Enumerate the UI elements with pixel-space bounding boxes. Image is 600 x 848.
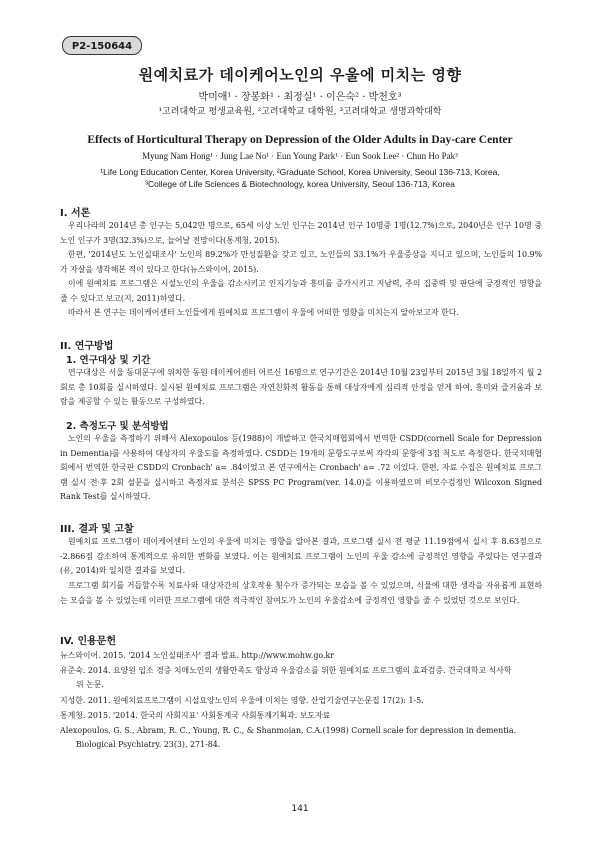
- subheading-subjects: 1. 연구대상 및 기간: [66, 355, 151, 366]
- methods-instruments-paragraph: 노인의 우울을 측정하기 위해서 Alexopoulos 등(1988)이 개발하고 한국치매협회에서 번역한 CSDD(cornell Scale for Depression in Dementia)를 사용하여 대상자의 우울도를 측정하였다. CSDD는 19개의 문항도구로써 각각의 문항에 3점 척도로 측정한다. 한국치매협회에서 번역한 한국판 CSDD의 Cronbach' a= .84이었고 본 연구에서는 Cronbach' a= .72 이었다. 한편, 자료 수집은 원예치료 프로그램 실시 전·후 2회 설문을 실시하고 측정자료 분석은 SPSS PC Program(ver. 14.0)을 이용하였으며 비모수검정인 Wilcoxon Signed Rank Test를 실시하였다.: [60, 434, 542, 502]
- intro-paragraph-4: 따라서 본 연구는 데이케어센터 노인들에게 원예치료 프로그램이 우울에 어떠한 영향을 미치는지 알아보고자 한다.: [68, 308, 459, 317]
- results-paragraph-1: 원예치료 프로그램이 데이케어센터 노인의 우울에 미치는 영향을 알아본 결과, 프로그램 실시 전 평균 11.19점에서 실시 후 8.63점으로 -2.866점 감소하여 통계적으로 유의한 변화를 보였다. 이는 원예치료 프로그램이 노인의 우울 감소에 긍정적인 영향을 주었다는 연구결과(유, 2014)와 일치한 결과를 보였다.: [60, 537, 542, 576]
- reference-item: [60, 664, 542, 692]
- reference-line-continued: 위 논문.: [76, 680, 104, 689]
- methods-subjects-paragraph: 연구대상은 서울 동대문구에 위치한 동원 데이케어센터 어르신 16명으로 연구기간은 2014년 10월 23일부터 2015년 3월 18일까지 월 2회로 총 10회를 실시하였다. 실시된 원예치료 프로그램은 자연친화적 활동을 통해 대상자에게 심리적 안정을 얻게 하여, 흥미와 즐거움과 보람을 제공할 수 있는 활동으로 구성하였다.: [60, 368, 542, 407]
- korean-authors: 박미애¹ · 장봉화¹ · 최정실¹ · 이은숙² · 박천호³: [198, 92, 402, 103]
- reference-line-continued: Biological Psychiatry. 23(3), 271-84.: [76, 740, 221, 749]
- subheading-instruments: 2. 측정도구 및 분석방법: [66, 421, 169, 432]
- section-heading-methods: II. 연구방법: [60, 341, 114, 352]
- section-heading-results: III. 결과 및 고찰: [60, 524, 134, 535]
- english-affiliation-line-1: ¹Life Long Education Center, Korea University, ²Graduate School, Korea University, Seoul 136-713, Korea,: [100, 167, 500, 177]
- reference-item: 지성한. 2011. 원예치료프로그램이 시설요양노인의 우울에 미치는 영향. 산업기술연구논문집 17(2): 1-5.: [60, 696, 424, 705]
- reference-item: 통계청. 2015. '2014. 한국의 사회지표' 사회통계국 사회통계기획과. 보도자료: [60, 711, 331, 720]
- intro-paragraph-1: 우리나라의 2014년 총 인구는 5,042만 명으로, 65세 이상 노인 인구는 2014년 인구 10명중 1명(12.7%)으로, 2040년은 인구 10명 중 노인 인구가 3명(32.3%)으로, 늘어날 전망이다(통계청, 2015).: [60, 221, 542, 245]
- korean-affiliation: ¹고려대학교 평생교육원, ²고려대학교 대학원, ³고려대학교 생명과학대학: [158, 107, 442, 117]
- results-paragraph-2: 프로그램 회기를 거듭할수록 치료사와 대상자간의 상호작용 횟수가 증가되는 모습을 볼 수 있었으며, 식물에 대한 생각을 자유롭게 표현하는 모습을 볼 수 있었는데 이러한 프로그램에 대한 적극적인 참여도가 노인의 우울감소에 긍정적인 영향을 줄 수 있었던 것으로 보인다.: [60, 581, 542, 605]
- reference-item: 뉴스와이어. 2015. '2014 노인실태조사' 결과 발표. http://www.mohw.go.kr: [60, 651, 335, 660]
- english-authors: Myung Nam Hong¹ · Jung Lae No¹ · Eun Young Park¹ · Eun Sook Lee² · Chun Ho Pak³: [142, 151, 458, 161]
- intro-paragraph-2: 한편, '2014년도 노인실태조사' 노인의 89.2%가 만성질환을 갖고 있고, 노인들의 33.1%가 우울증상을 지니고 있으며, 노인들의 10.9%가 자살을 생각해본 적이 있다고 한다(뉴스와이어, 2015).: [60, 250, 542, 274]
- page-number: 141: [291, 804, 309, 814]
- poster-id-badge: P2-150644: [62, 36, 142, 55]
- reference-item: [60, 724, 542, 752]
- english-affiliation-line-2: ³College of Life Sciences & Biotechnology, korea University, Seoul 136-713, Korea: [145, 179, 455, 189]
- reference-line: 유준숙. 2014. 요양원 입소 경증 치매노인의 생활만족도 향상과 우울감소를 위한 원예치료 프로그램의 효과검증. 건국대학교 석사학: [60, 666, 512, 675]
- intro-paragraph-3: 이에 원예치료 프로그램은 시설노인의 우울을 감소시키고 인지기능과 흥미를 증가시키고 지남력, 주의 집중력 및 판단에 긍정적인 영향을 줄 수 있다고 보고(지, 2011)하였다.: [60, 279, 542, 303]
- reference-line: Alexopoulos, G. S., Abram, R. C., Young, R. C., & Shanmoian, C.A.(1998) Cornell scale for depression in dementia.: [60, 726, 517, 735]
- english-title: Effects of Horticultural Therapy on Depression of the Older Adults in Day-care Center: [87, 134, 513, 146]
- section-heading-references: IV. 인용문헌: [60, 636, 117, 647]
- korean-title: 원예치료가 데이케어노인의 우울에 미치는 영향: [138, 66, 462, 84]
- section-heading-intro: I. 서론: [60, 208, 91, 219]
